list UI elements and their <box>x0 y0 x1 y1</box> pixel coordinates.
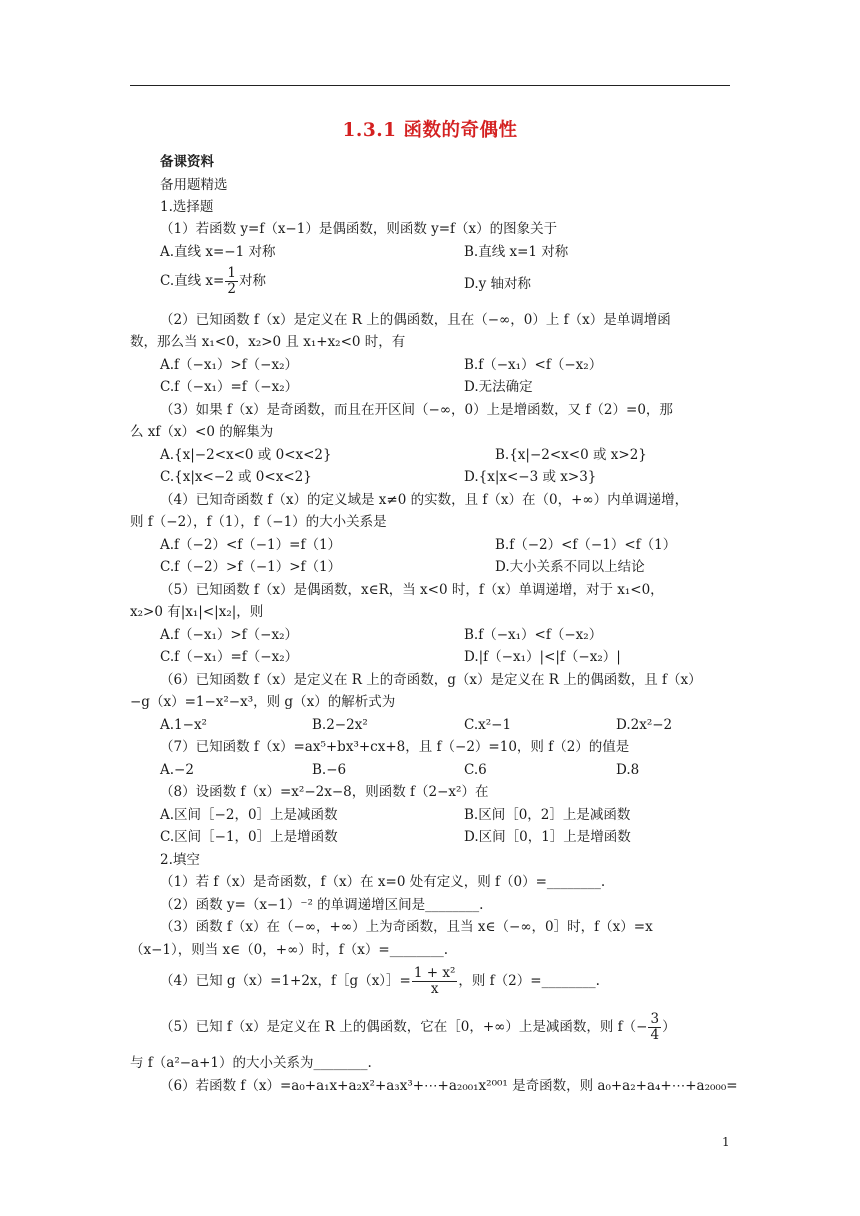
q1-frac-num: 1 <box>227 265 236 281</box>
fill-q5-line-1 <box>160 1012 676 1043</box>
heading-selected: 备用题精选 <box>160 177 228 193</box>
q6-option-b: B.2−2x² <box>312 717 368 733</box>
fill-q5-fraction <box>648 1012 661 1043</box>
q5-stem-1: （5）已知函数 f（x）是偶函数，x∈R，当 x<0 时，f（x）单调递增，对于 x₁<0， <box>160 582 664 598</box>
q8-option-a: A.区间［−2，0］上是减函数 <box>160 807 338 823</box>
fill-q6: （6）若函数 f（x）=a₀+a₁x+a₂x²+a₃x³+⋯+a₂₀₀₁x²⁰⁰¹ 是奇函数，则 a₀+a₂+a₄+⋯+a₂₀₀₀= <box>160 1078 738 1094</box>
q2-option-d: D.无法确定 <box>464 379 533 395</box>
q7-stem: （7）已知函数 f（x）=ax⁵+bx³+cx+8，且 f（−2）=10，则 f（2）的值是 <box>160 739 630 755</box>
q5-option-b: B.f（−x₁）<f（−x₂） <box>464 627 603 643</box>
q1-option-b: B.直线 x=1 对称 <box>464 244 569 260</box>
heading-prep: 备课资料 <box>160 154 214 170</box>
q8-option-d: D.区间［0，1］上是增函数 <box>464 829 631 845</box>
q1-option-c-post: 对称 <box>238 273 266 289</box>
q1-stem: （1）若函数 y=f（x−1）是偶函数，则函数 y=f（x）的图象关于 <box>160 221 558 237</box>
q3-option-b: B.{x|−2<x<0 或 x>2} <box>495 447 647 463</box>
fill-q5-pre: （5）已知 f（x）是定义在 R 上的偶函数，它在［0，+∞）上是减函数，则 f（− <box>160 1019 648 1035</box>
q3-stem-2: 么 xf（x）<0 的解集为 <box>130 424 274 440</box>
fill-q3-line-2: （x−1），则当 x∈（0，+∞）时，f（x）=________. <box>130 942 449 958</box>
q4-stem-2: 则 f（−2），f（1），f（−1）的大小关系是 <box>130 514 387 530</box>
fill-q5-frac-den: 4 <box>650 1027 660 1043</box>
page-number: 1 <box>722 1135 730 1149</box>
q7-option-a: A.−2 <box>160 762 194 778</box>
q2-option-c: C.f（−x₁）=f（−x₂） <box>160 379 299 395</box>
q1-option-c <box>160 266 266 297</box>
fill-q2: （2）函数 y=（x−1）⁻² 的单调递增区间是________. <box>160 897 484 913</box>
q5-option-c: C.f（−x₁）=f（−x₂） <box>160 649 299 665</box>
q4-option-c: C.f（−2）>f（−1）>f（1） <box>160 559 342 575</box>
q6-option-c: C.x²−1 <box>464 717 512 733</box>
q8-stem: （8）设函数 f（x）=x²−2x−8，则函数 f（2−x²）在 <box>160 784 489 800</box>
section-fill: 2.填空 <box>160 852 200 868</box>
fill-q4-fraction <box>412 966 458 997</box>
q3-option-c: C.{x|x<−2 或 0<x<2} <box>160 469 312 485</box>
q6-stem-1: （6）已知函数 f（x）是定义在 R 上的奇函数，g（x）是定义在 R 上的偶函数，且 f（x） <box>160 672 702 688</box>
q5-option-a: A.f（−x₁）>f（−x₂） <box>160 627 299 643</box>
q2-option-b: B.f（−x₁）<f（−x₂） <box>464 357 603 373</box>
q4-stem-1: （4）已知奇函数 f（x）的定义域是 x≠0 的实数，且 f（x）在（0，+∞）内单调递增， <box>160 492 689 508</box>
q1-frac-den: 2 <box>227 281 236 297</box>
fill-q4-pre: （4）已知 g（x）=1+2x，f［g（x）］= <box>160 973 411 989</box>
fill-q4-frac-num: 1 + x² <box>413 965 456 981</box>
page-title: 1.3.1 函数的奇偶性 <box>342 120 518 141</box>
q3-option-d: D.{x|x<−3 或 x>3} <box>464 469 597 485</box>
q7-option-d: D.8 <box>616 762 640 778</box>
header-rule <box>130 85 730 86</box>
q6-option-d: D.2x²−2 <box>616 717 673 733</box>
q6-option-a: A.1−x² <box>160 717 207 733</box>
q7-option-c: C.6 <box>464 762 487 778</box>
fill-q4-post: ，则 f（2）=________. <box>458 973 600 989</box>
q7-option-b: B.−6 <box>312 762 347 778</box>
q2-option-a: A.f（−x₁）>f（−x₂） <box>160 357 299 373</box>
q2-stem-1: （2）已知函数 f（x）是定义在 R 上的偶函数，且在（−∞，0）上 f（x）是单调增函 <box>160 312 671 328</box>
section-choice: 1.选择题 <box>160 199 214 215</box>
q6-stem-2: −g（x）=1−x²−x³，则 g（x）的解析式为 <box>130 694 396 710</box>
fill-q5-frac-num: 3 <box>650 1011 660 1027</box>
q5-option-d: D.|f（−x₁）|<|f（−x₂）| <box>464 649 621 665</box>
q4-option-a: A.f（−2）<f（−1）=f（1） <box>160 537 342 553</box>
q8-option-c: C.区间［−1，0］上是增函数 <box>160 829 338 845</box>
q1-option-d: D.y 轴对称 <box>464 276 532 292</box>
fill-q3-line-1: （3）函数 f（x）在（−∞，+∞）上为奇函数，且当 x∈（−∞，0］时，f（x）=x <box>160 919 653 935</box>
q4-option-b: B.f（−2）<f（−1）<f（1） <box>495 537 677 553</box>
fill-q4-frac-den: x <box>430 981 439 997</box>
fill-q5-line-2: 与 f（a²−a+1）的大小关系为________. <box>130 1055 372 1071</box>
fill-q1: （1）若 f（x）是奇函数，f（x）在 x=0 处有定义，则 f（0）=________. <box>160 874 606 890</box>
fill-q5-post: ） <box>662 1019 676 1035</box>
q4-option-d: D.大小关系不同以上结论 <box>495 559 645 575</box>
q3-stem-1: （3）如果 f（x）是奇函数，而且在开区间（−∞，0）上是增函数，又 f（2）=0，那 <box>160 402 673 418</box>
q8-option-b: B.区间［0，2］上是减函数 <box>464 807 631 823</box>
q1-option-c-pre: C.直线 x= <box>160 273 225 289</box>
q1-option-a: A.直线 x=−1 对称 <box>160 244 276 260</box>
q5-stem-2: x₂>0 有|x₁|<|x₂|，则 <box>130 604 264 620</box>
q1-fraction <box>225 266 238 297</box>
q3-option-a: A.{x|−2<x<0 或 0<x<2} <box>160 447 332 463</box>
fill-q4 <box>160 966 600 997</box>
q2-stem-2: 数，那么当 x₁<0，x₂>0 且 x₁+x₂<0 时，有 <box>130 334 406 350</box>
